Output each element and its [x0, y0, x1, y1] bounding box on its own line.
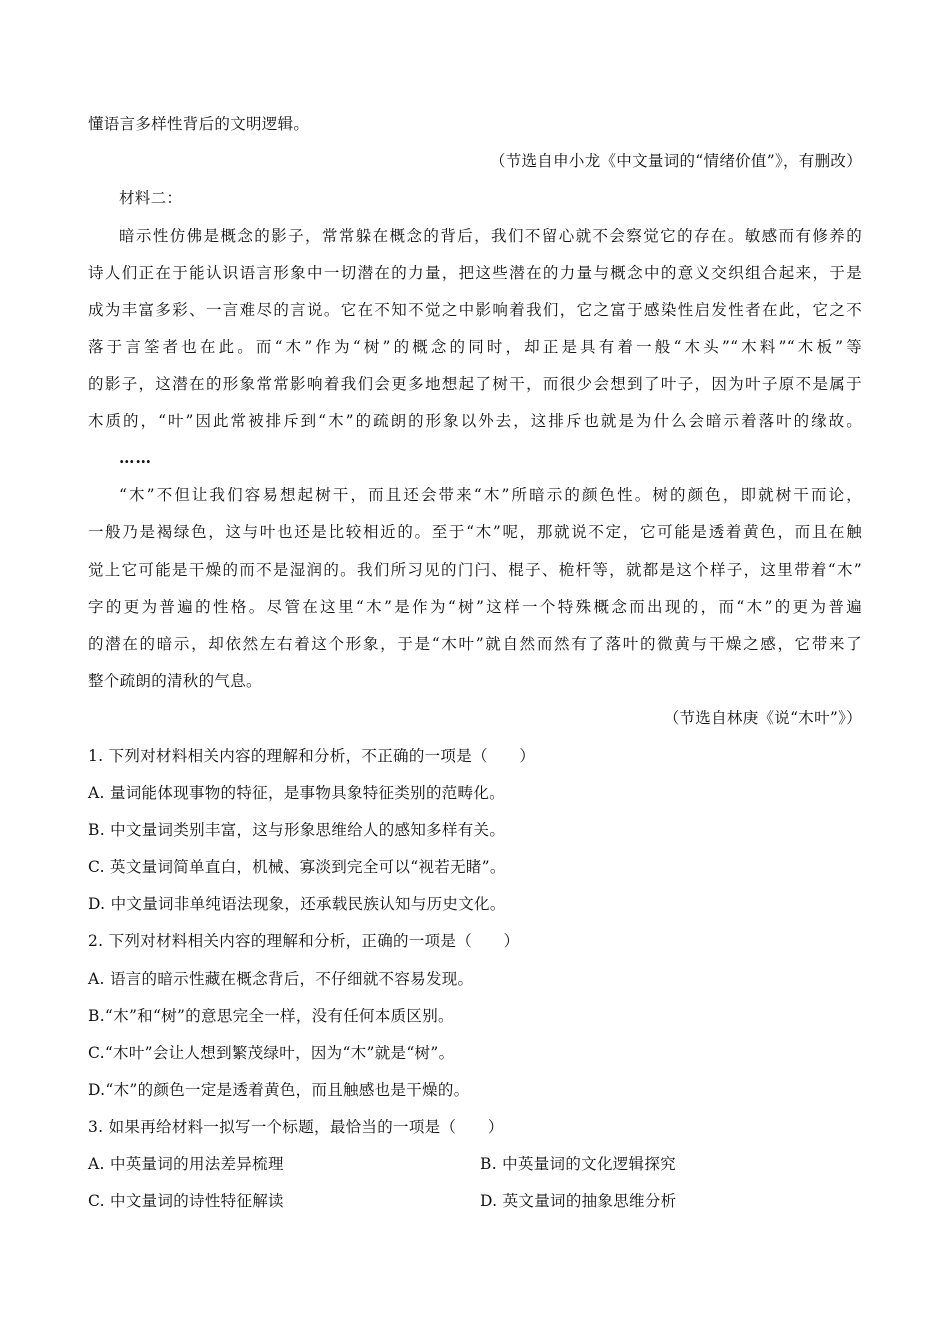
passage-tail: 懂语言多样性背后的文明逻辑。	[88, 115, 310, 133]
source-citation-1: （节选自申小龙《中文量词的“情绪价值”》，有删改）	[489, 152, 862, 170]
question-2-stem: 2. 下列对材料相关内容的理解和分析，正确的一项是（ ）	[88, 932, 520, 950]
paragraph-2-line: 觉上它可能是干燥的而不是湿润的。我们所习见的门闩、棍子、桅杆等，就都是这个样子，这里带着“木”	[88, 561, 862, 579]
paragraph-2-line: 字的更为普遍的性格。尽管在这里“木”是作为“树”这样一个特殊概念而出现的，而“木”的更为普遍	[88, 598, 862, 616]
question-1-option-c: C. 英文量词简单直白，机械、寡淡到完全可以“视若无睹”。	[88, 858, 506, 876]
ellipsis: ……	[119, 448, 152, 467]
question-1-option-a: A. 量词能体现事物的特征，是事物具象特征类别的范畴化。	[88, 784, 505, 802]
paragraph-1-line: 诗人们正在于能认识语言形象中一切潜在的力量，把这些潜在的力量与概念中的意义交织组合起来，于是	[88, 264, 862, 282]
material-2-heading: 材料二：	[119, 189, 183, 207]
question-3-option-b: B. 中英量词的文化逻辑探究	[480, 1155, 676, 1173]
paragraph-1-line: 木质的，“叶”因此常被排斥到“木”的疏朗的形象以外去，这排斥也就是为什么会暗示着落叶的缘故。	[88, 412, 862, 430]
question-2-option-b: B.“木”和“树”的意思完全一样，没有任何本质区别。	[88, 1007, 454, 1025]
paragraph-2-line: “木”不但让我们容易想起树干，而且还会带来“木”所暗示的颜色性。树的颜色，即就树干而论，	[119, 486, 862, 504]
paragraph-2-line: 一般乃是褐绿色，这与叶也还是比较相近的。至于“木”呢，那就说不定，它可能是透着黄色，而且在触	[88, 523, 862, 541]
paragraph-1-line: 落于言筌者也在此。而“木”作为“树”的概念的同时，却正是具有着一般“木头”“木料”“木板”等	[88, 338, 862, 356]
question-3-option-a: A. 中英量词的用法差异梳理	[88, 1155, 284, 1173]
source-citation-2: （节选自林庚《说“木叶”》）	[663, 709, 862, 727]
paragraph-2-line: 的潜在的暗示，却依然左右着这个形象，于是“木叶”就自然而然有了落叶的微黄与干燥之感，它带来了	[88, 635, 862, 653]
paragraph-1-line: 暗示性仿佛是概念的影子，常常躲在概念的背后，我们不留心就不会察觉它的存在。敏感而有修养的	[119, 227, 862, 245]
paragraph-2-line: 整个疏朗的清秋的气息。	[88, 672, 262, 690]
paragraph-1-line: 的影子，这潜在的形象常常影响着我们会更多地想起了树干，而很少会想到了叶子，因为叶子原不是属于	[88, 375, 862, 393]
question-2-option-a: A. 语言的暗示性藏在概念背后，不仔细就不容易发现。	[88, 970, 474, 988]
question-2-option-d: D.“木”的颜色一定是透着黄色，而且触感也是干燥的。	[88, 1081, 470, 1099]
question-1-stem: 1. 下列对材料相关内容的理解和分析，不正确的一项是（ ）	[88, 747, 536, 765]
paragraph-1-line: 成为丰富多彩、一言难尽的言说。它在不知不觉之中影响着我们，它之富于感染性启发性者在此，它之不	[88, 301, 862, 319]
question-3-option-d: D. 英文量词的抽象思维分析	[480, 1192, 677, 1210]
question-3-option-c: C. 中文量词的诗性特征解读	[88, 1192, 284, 1210]
question-2-option-c: C.“木叶”会让人想到繁茂绿叶，因为“木”就是“树”。	[88, 1044, 455, 1062]
question-3-stem: 3. 如果再给材料一拟写一个标题，最恰当的一项是（ ）	[88, 1118, 504, 1136]
question-1-option-d: D. 中文量词非单纯语法现象，还承载民族认知与历史文化。	[88, 895, 506, 913]
question-1-option-b: B. 中文量词类别丰富，这与形象思维给人的感知多样有关。	[88, 821, 506, 839]
